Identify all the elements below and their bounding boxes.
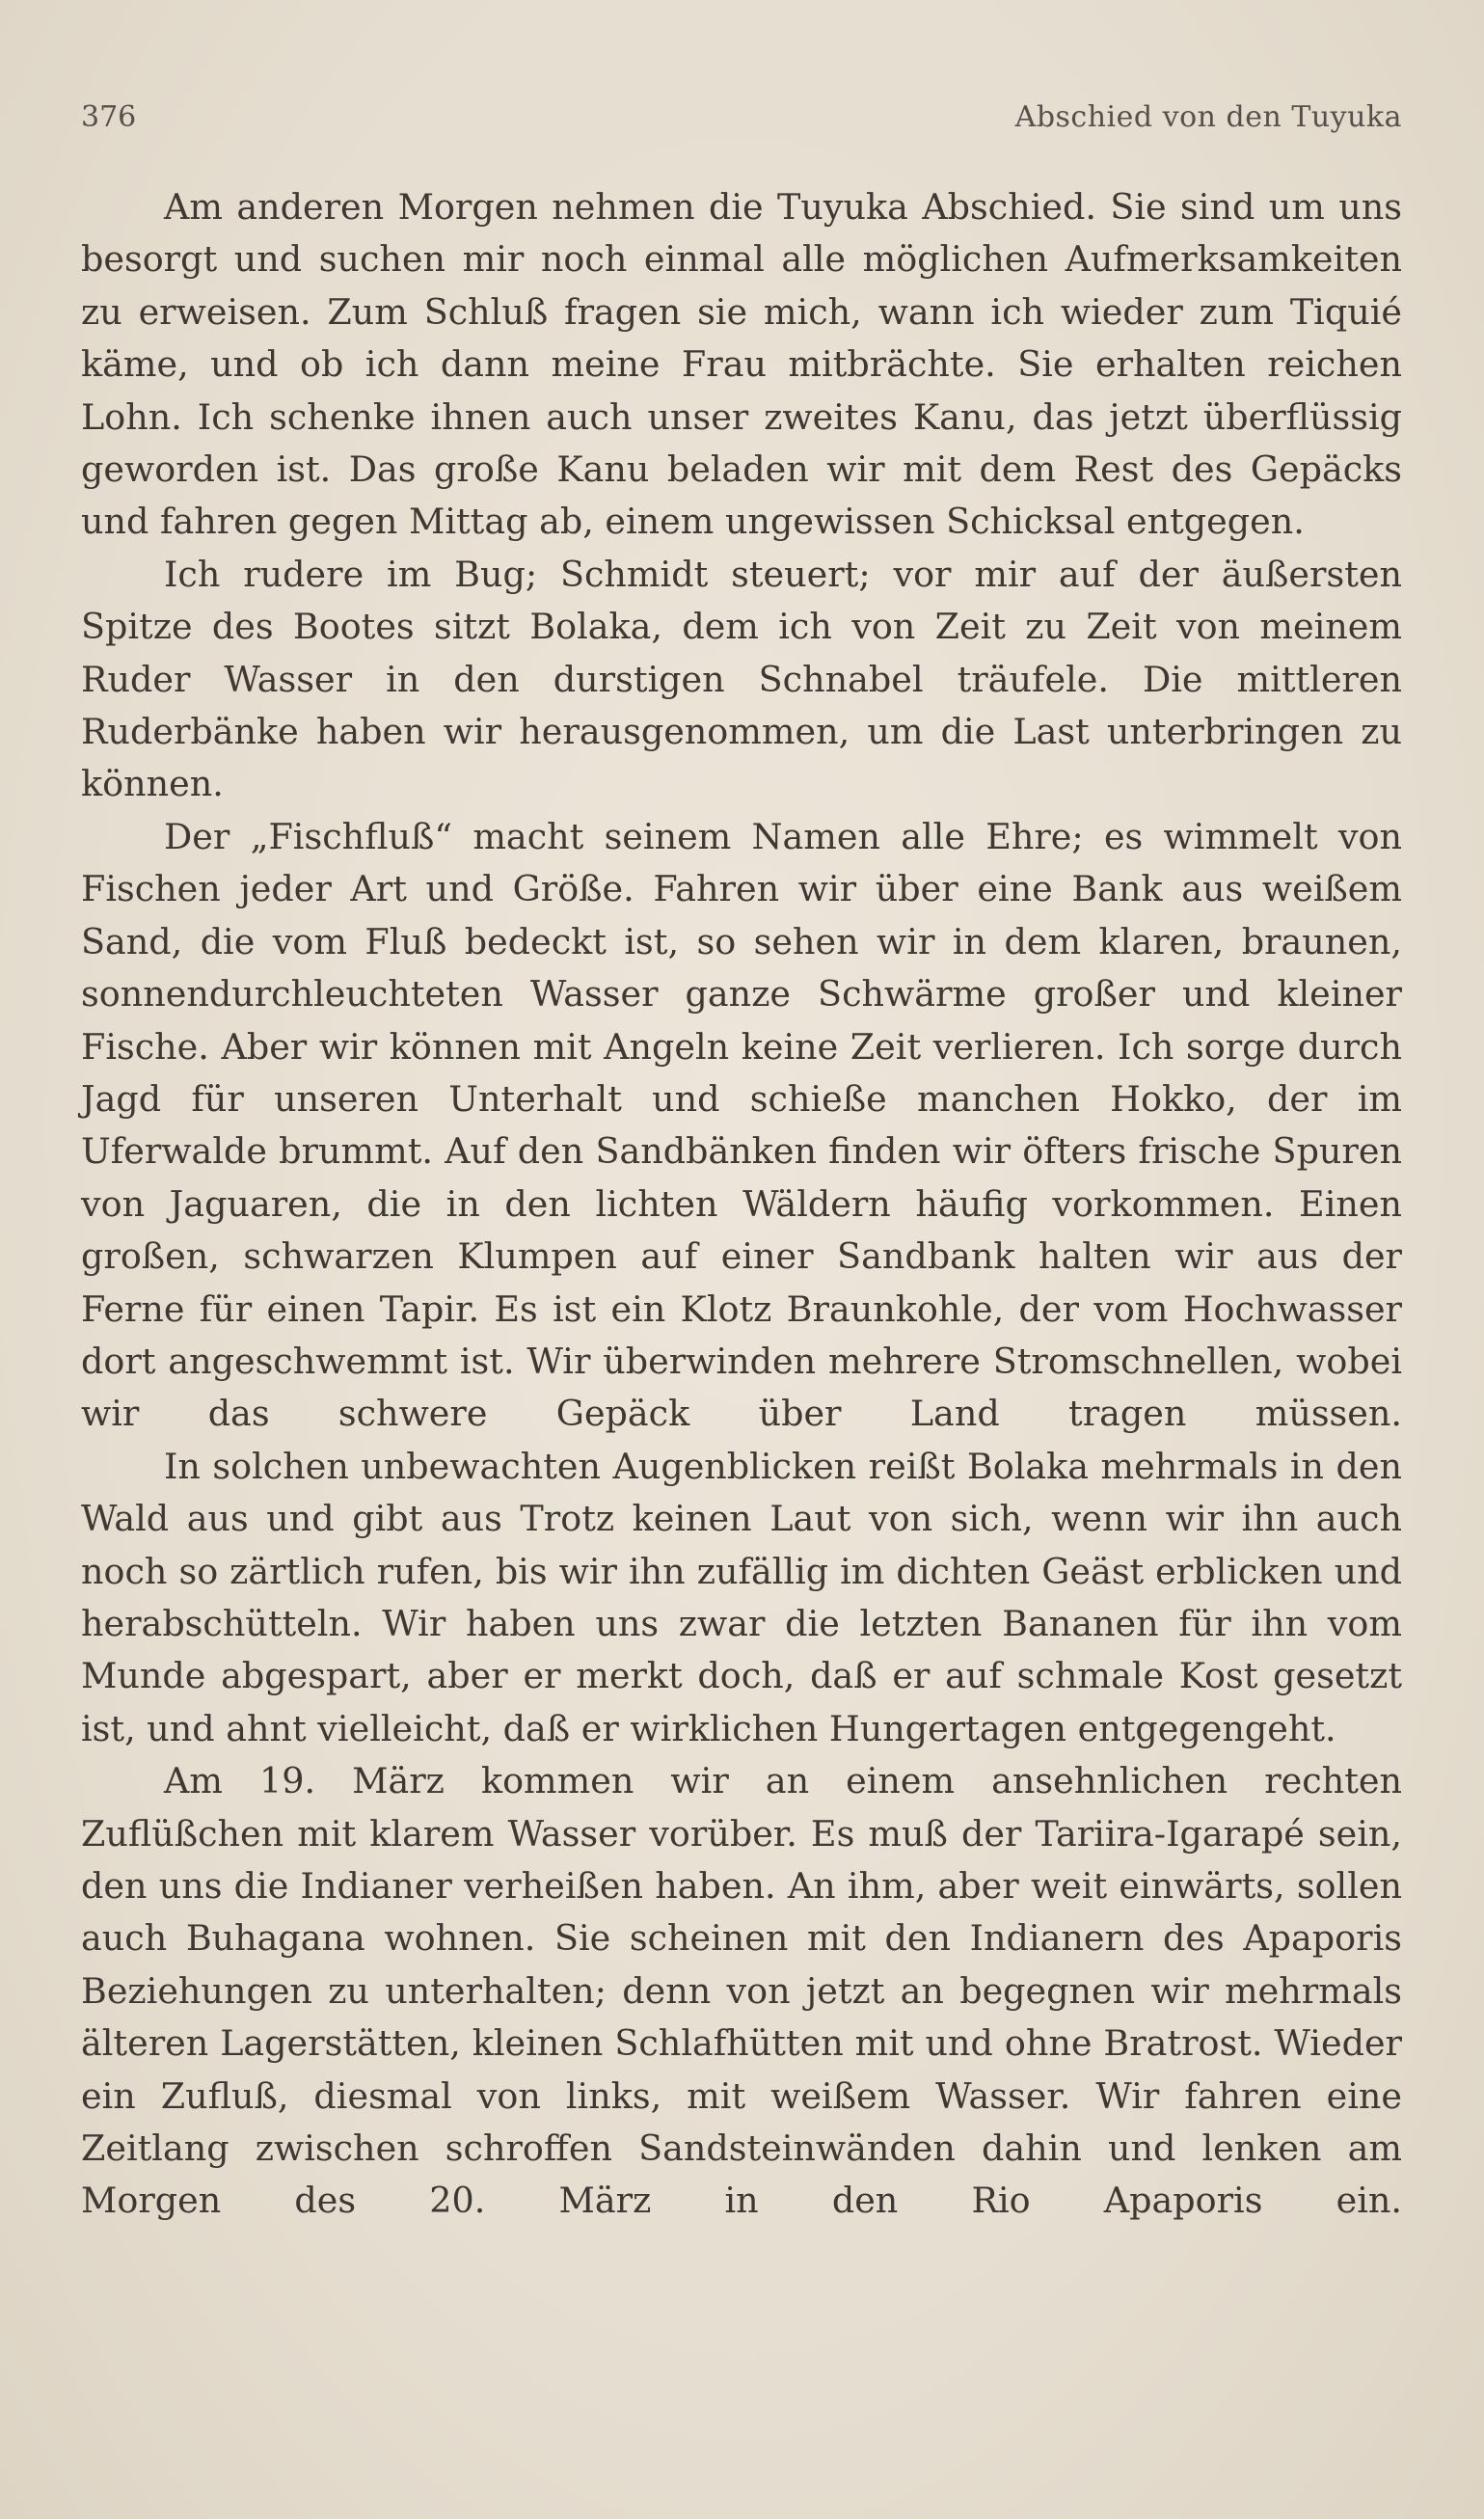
paragraph: Der „Fischfluß“ macht seinem Namen alle Ehre; es wimmelt von Fischen jeder Art und Größe. Fahren wir über eine Bank aus weißem Sand, die vom Fluß bedeckt ist, so sehen wir in dem klaren, braunen, sonnendurchleuchteten Wasser ganze Schwärme großer und kleiner Fische. Aber wir können mit Angeln keine Zeit verlieren. Ich sorge durch Jagd für unseren Unterhalt und schieße manchen Hokko, der im Uferwalde brummt. Auf den Sandbänken finden wir öfters frische Spuren von Jaguaren, die in den lichten Wäldern häufig vorkommen. Einen großen, schwarzen Klumpen auf einer Sandbank halten wir aus der Ferne für einen Tapir. Es ist ein Klotz Braunkohle, der vom Hochwasser dort angeschwemmt ist. Wir überwinden mehrere Stromschnellen, wobei wir das schwere Gepäck über Land tragen müssen. — [81, 815, 1402, 1435]
paragraph: In solchen unbewachten Augenblicken reißt Bolaka mehrmals in den Wald aus und gibt aus Trotz keinen Laut von sich, wenn wir ihn auch noch so zärtlich rufen, bis wir ihn zufällig im dichten Geäst erblicken und herabschütteln. Wir haben uns zwar die letzten Bananen für ihn vom Munde abgespart, aber er merkt doch, daß er auf schmale Kost gesetzt ist, und ahnt vielleicht, daß er wirklichen Hungertagen entgegengeht. — [81, 1445, 1402, 1749]
paragraph: Ich rudere im Bug; Schmidt steuert; vor mir auf der äußersten Spitze des Bootes sitzt Bolaka, dem ich von Zeit zu Zeit von meinem Ruder Wasser in den durstigen Schnabel träufele. Die mittleren Ruderbänke haben wir herausgenommen, um die Last unterbringen zu können. — [81, 553, 1402, 805]
running-title: Abschied von den Tuyuka — [1014, 100, 1402, 134]
running-head — [81, 100, 1402, 143]
page-number: 376 — [81, 100, 137, 134]
body-text — [81, 181, 1402, 2228]
paragraph: Am anderen Morgen nehmen die Tuyuka Abschied. Sie sind um uns besorgt und suchen mir noch einmal alle möglichen Aufmerksamkeiten zu erweisen. Zum Schluß fragen sie mich, wann ich wieder zum Tiquié käme, und ob ich dann meine Frau mitbrächte. Sie erhalten reichen Lohn. Ich schenke ihnen auch unser zweites Kanu, das jetzt überflüssig geworden ist. Das große Kanu beladen wir mit dem Rest des Gepäcks und fahren gegen Mittag ab, einem ungewissen Schicksal entgegen. — [81, 186, 1402, 543]
paragraph: Am 19. März kommen wir an einem ansehnlichen rechten Zuflüßchen mit klarem Wasser vorüber. Es muß der Tariira-Igarapé sein, den uns die Indianer verheißen haben. An ihm, aber weit einwärts, sollen auch Buhagana wohnen. Sie scheinen mit den Indianern des Apaporis Beziehungen zu unterhalten; denn von jetzt an begegnen wir mehrmals älteren Lagerstätten, kleinen Schlafhütten mit und ohne Bratrost. Wieder ein Zufluß, diesmal von links, mit weißem Wasser. Wir fahren eine Zeitlang zwischen schroffen Sandsteinwänden dahin und lenken am Morgen des 20. März in den Rio Apaporis ein. — [81, 1760, 1402, 2222]
